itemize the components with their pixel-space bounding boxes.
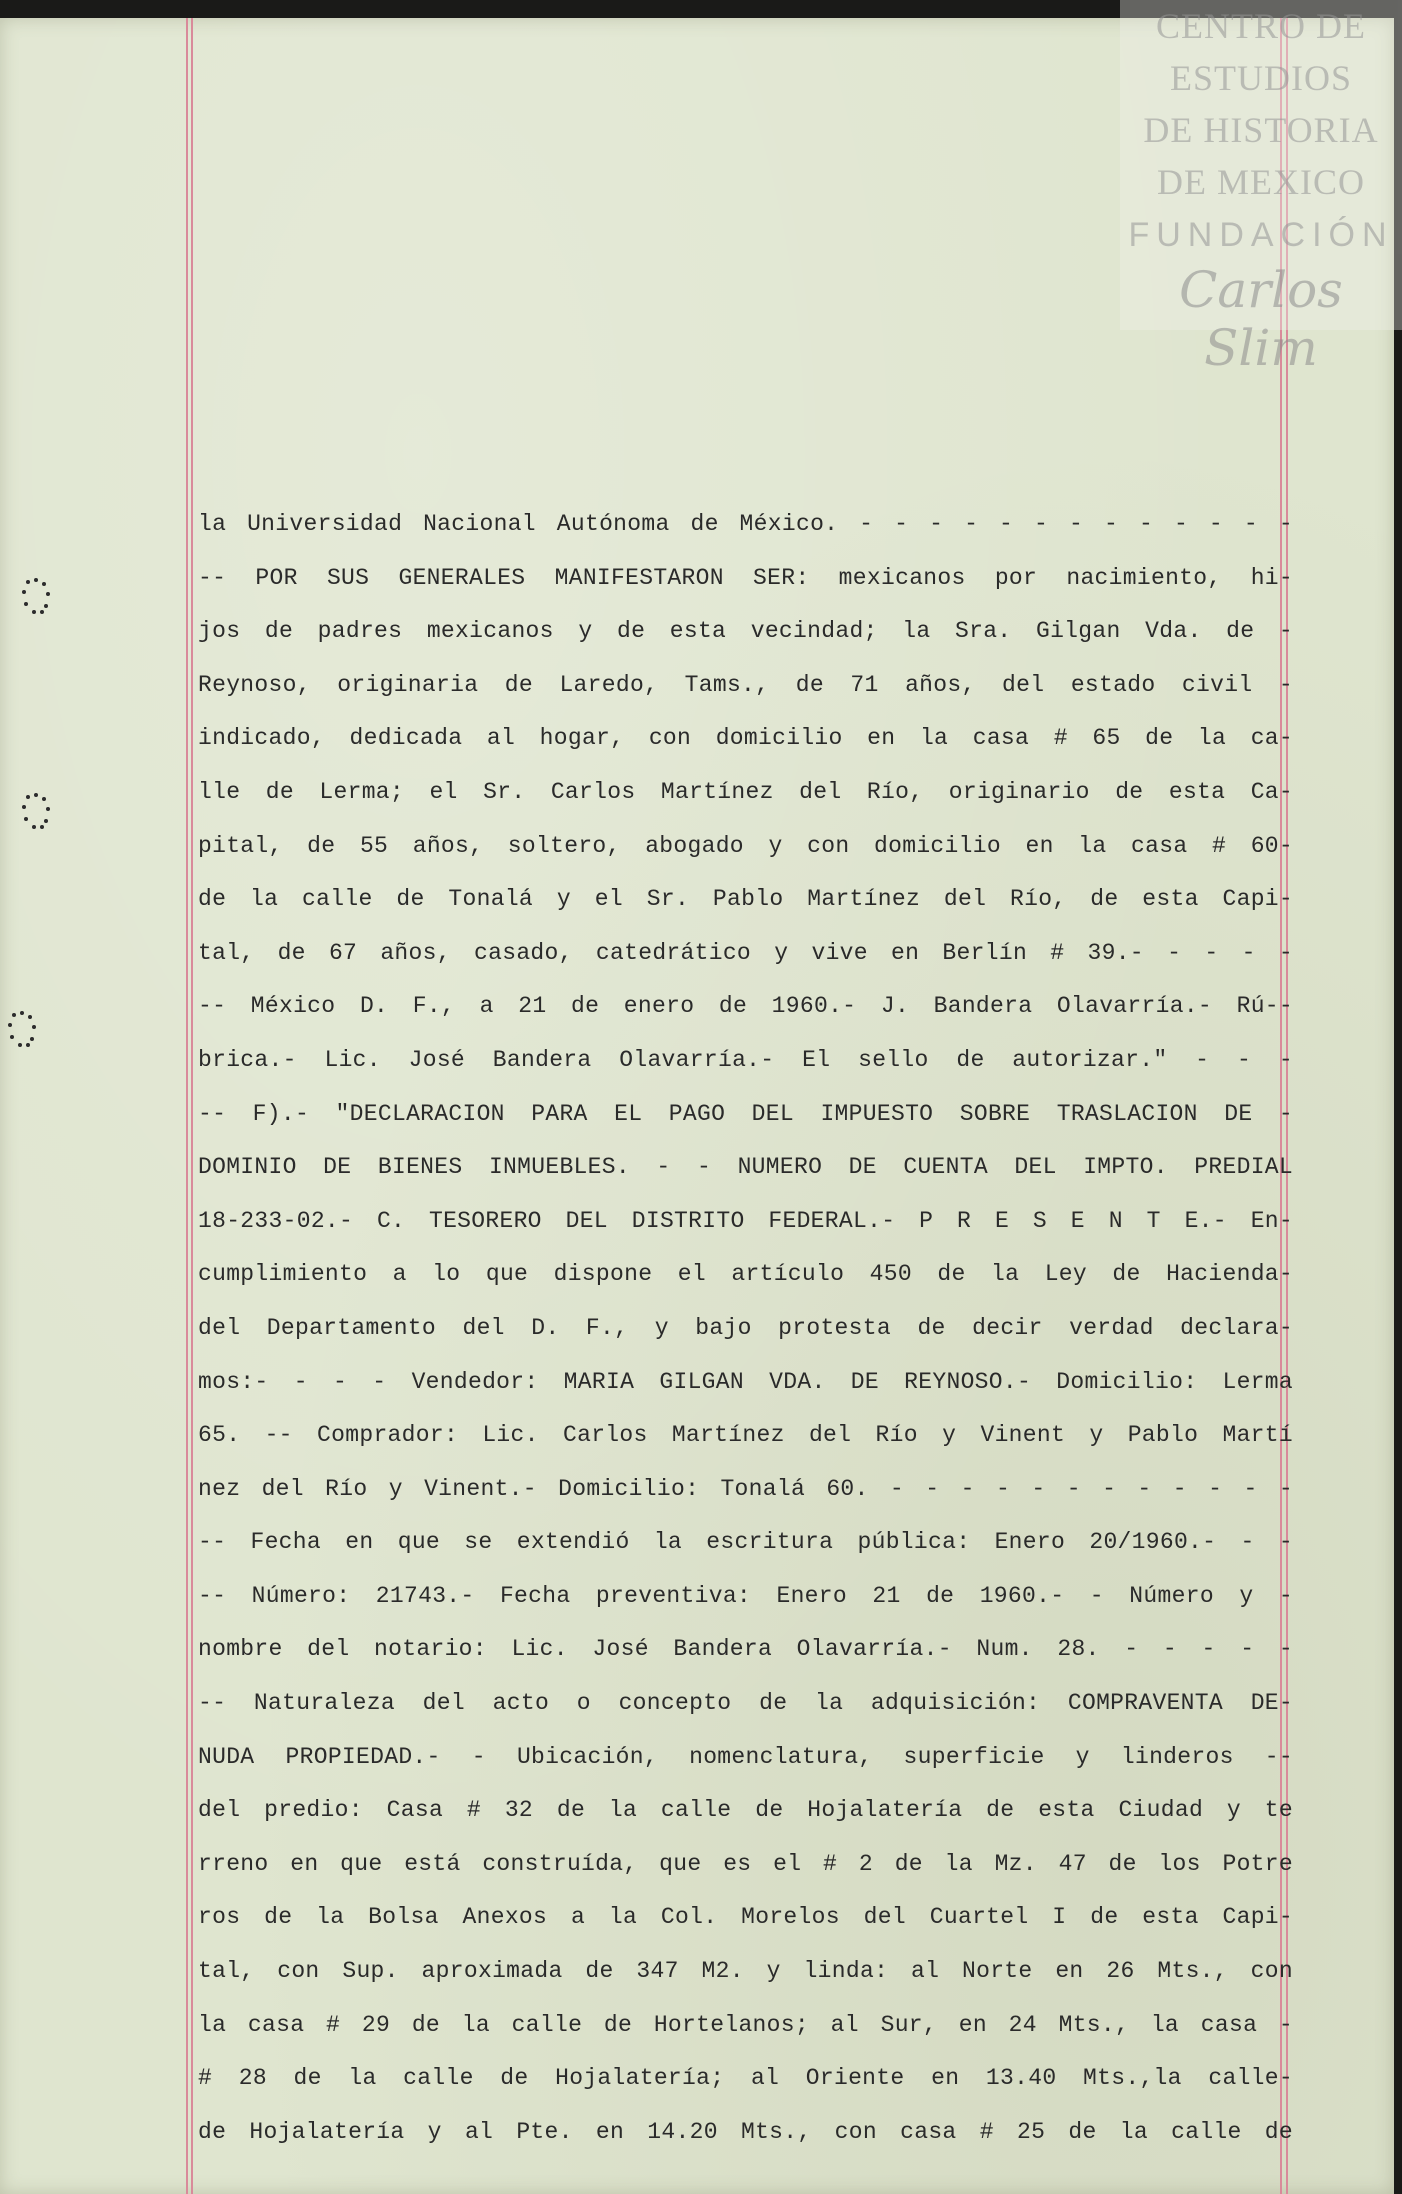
- document-line: -- Número: 21743.- Fecha preventiva: Enero 21 de 1960.- - Número y -: [198, 1582, 1293, 1609]
- document-line: -- F).- "DECLARACION PARA EL PAGO DEL IMPUESTO SOBRE TRASLACION DE -: [198, 1100, 1293, 1127]
- document-line: DOMINIO DE BIENES INMUEBLES. - - NUMERO DE CUENTA DEL IMPTO. PREDIAL: [198, 1154, 1293, 1181]
- punch-hole-icon: [8, 1011, 38, 1051]
- document-line: mos:- - - - Vendedor: MARIA GILGAN VDA. DE REYNOSO.- Domicilio: Lerma: [198, 1368, 1293, 1395]
- document-line: indicado, dedicada al hogar, con domicilio en la casa # 65 de la ca-: [198, 725, 1293, 752]
- watermark-line: ESTUDIOS: [1169, 58, 1352, 98]
- watermark-fundacion: FUNDACIÓN: [1128, 216, 1394, 254]
- document-line: 18-233-02.- C. TESORERO DEL DISTRITO FEDERAL.- P R E S E N T E.- En-: [198, 1207, 1293, 1234]
- watermark-line: DE MEXICO: [1157, 162, 1365, 202]
- document-line: nombre del notario: Lic. José Bandera Olavarría.- Num. 28. - - - - -: [198, 1636, 1293, 1663]
- document-line: ros de la Bolsa Anexos a la Col. Morelos del Cuartel I de esta Capi-: [198, 1904, 1293, 1931]
- watermark-signature: Carlos Slim: [1179, 261, 1343, 377]
- document-line: tal, con Sup. aproximada de 347 M2. y linda: al Norte en 26 Mts., con: [198, 1958, 1293, 1985]
- document-line: Reynoso, originaria de Laredo, Tams., de 71 años, del estado civil -: [198, 671, 1293, 698]
- document-line: jos de padres mexicanos y de esta vecindad; la Sra. Gilgan Vda. de -: [198, 618, 1293, 645]
- left-margin-line-inner: [191, 18, 193, 2194]
- bleed-through-text: [560, 126, 920, 148]
- left-margin-line: [186, 18, 188, 2194]
- document-line: -- Fecha en que se extendió la escritura pública: Enero 20/1960.- - -: [198, 1529, 1293, 1556]
- document-line: de Hojalatería y al Pte. en 14.20 Mts., con casa # 25 de la calle de: [198, 2118, 1293, 2145]
- document-line: 65. -- Comprador: Lic. Carlos Martínez del Río y Vinent y Pablo Martí: [198, 1422, 1293, 1449]
- document-line: nez del Río y Vinent.- Domicilio: Tonalá 60. - - - - - - - - - - - -: [198, 1475, 1293, 1502]
- document-line: la casa # 29 de la calle de Hortelanos; al Sur, en 24 Mts., la casa -: [198, 2011, 1293, 2038]
- document-line: -- Naturaleza del acto o concepto de la adquisición: COMPRAVENTA DE-: [198, 1690, 1293, 1717]
- document-line: del predio: Casa # 32 de la calle de Hojalatería de esta Ciudad y te: [198, 1797, 1293, 1824]
- document-line: lle de Lerma; el Sr. Carlos Martínez del Río, originario de esta Ca-: [198, 778, 1293, 805]
- document-body: [198, 498, 1293, 2159]
- punch-hole-icon: [22, 578, 52, 618]
- watermark-logo: [1120, 0, 1402, 377]
- document-line: cumplimiento a lo que dispone el artículo 450 de la Ley de Hacienda-: [198, 1261, 1293, 1288]
- watermark-line: DE HISTORIA: [1143, 110, 1379, 150]
- punch-hole-icon: [22, 793, 52, 833]
- document-line: -- México D. F., a 21 de enero de 1960.- J. Bandera Olavarría.- Rú--: [198, 993, 1293, 1020]
- document-line: pital, de 55 años, soltero, abogado y con domicilio en la casa # 60-: [198, 832, 1293, 859]
- document-line: del Departamento del D. F., y bajo protesta de decir verdad declara-: [198, 1314, 1293, 1341]
- watermark-line: CENTRO DE: [1156, 6, 1366, 46]
- document-line: de la calle de Tonalá y el Sr. Pablo Martínez del Río, de esta Capi-: [198, 886, 1293, 913]
- document-line: NUDA PROPIEDAD.- - Ubicación, nomenclatura, superficie y linderos --: [198, 1743, 1293, 1770]
- document-line: tal, de 67 años, casado, catedrático y vive en Berlín # 39.- - - - -: [198, 939, 1293, 966]
- document-line: rreno en que está construída, que es el # 2 de la Mz. 47 de los Potre: [198, 1850, 1293, 1877]
- document-line: -- POR SUS GENERALES MANIFESTARON SER: mexicanos por nacimiento, hi-: [198, 564, 1293, 591]
- document-line: brica.- Lic. José Bandera Olavarría.- El sello de autorizar." - - -: [198, 1046, 1293, 1073]
- document-line: la Universidad Nacional Autónoma de México. - - - - - - - - - - - - -: [198, 511, 1293, 537]
- document-line: # 28 de la calle de Hojalatería; al Oriente en 13.40 Mts.,la calle-: [198, 2065, 1293, 2092]
